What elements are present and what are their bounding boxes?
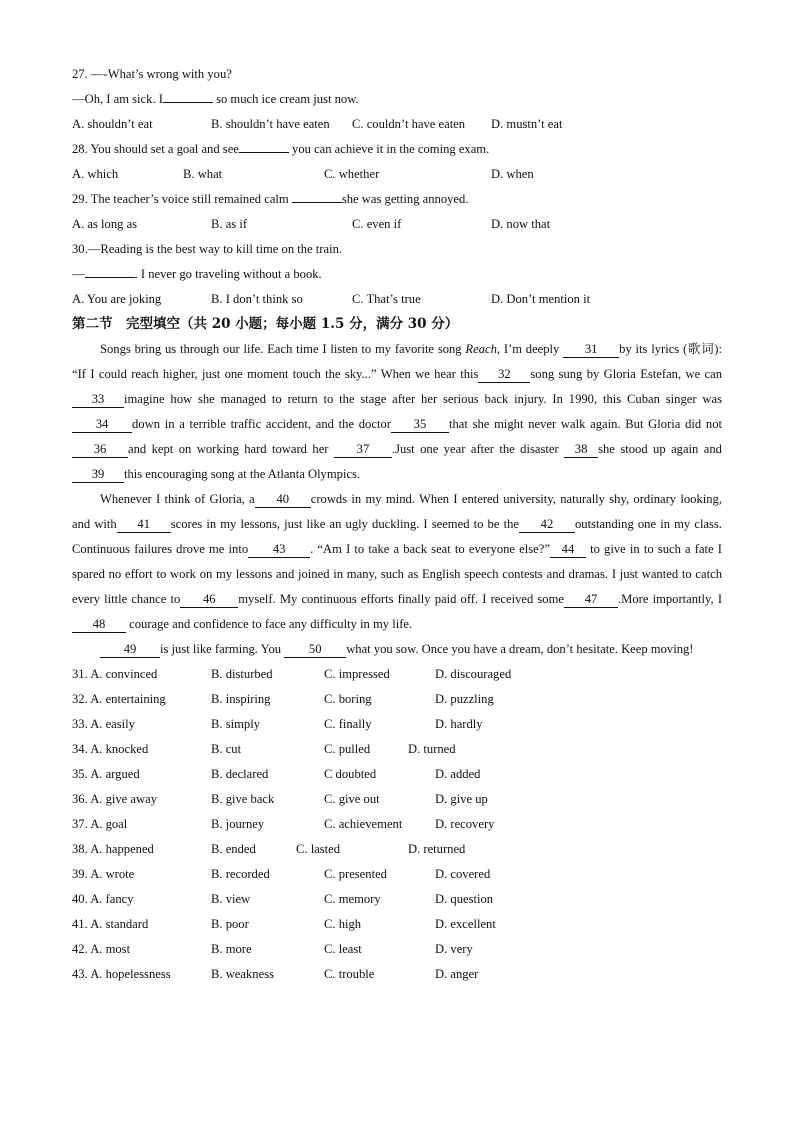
option-b: B. recorded — [211, 867, 270, 881]
option-c: C. high — [324, 917, 362, 931]
option-a: 37. A. goal — [72, 817, 128, 831]
blank-50: 50 — [284, 641, 346, 658]
option-a: A. shouldn’t eat — [72, 117, 153, 131]
blank-48: 48 — [72, 616, 126, 633]
option-a: 38. A. happened — [72, 842, 154, 856]
option-d: D. excellent — [435, 917, 496, 931]
option-d: D. discouraged — [435, 667, 512, 681]
blank-43: 43 — [248, 541, 310, 558]
option-d: D. covered — [435, 867, 491, 881]
answer-blank — [239, 152, 289, 153]
passage-paragraph-3: 49 is just like farming. You 50 what you sow. Once you have a dream, don’t hesitate. Keep moving! — [72, 637, 722, 662]
option-b: B. simply — [211, 717, 260, 731]
option-a: A. which — [72, 167, 119, 181]
blank-37: 37 — [334, 441, 392, 458]
option-c: C. achievement — [324, 817, 403, 831]
option-b: B. more — [211, 942, 252, 956]
choice-row — [72, 662, 722, 687]
option-b: B. cut — [211, 742, 242, 756]
option-d: D. when — [491, 167, 534, 181]
option-b: B. disturbed — [211, 667, 273, 681]
q30-prompt: 30.—Reading is the best way to kill time on the train. — [72, 242, 343, 256]
choice-row — [72, 937, 722, 962]
blank-49: 49 — [100, 641, 160, 658]
option-c: C. pulled — [324, 742, 371, 756]
exam-page — [72, 62, 722, 987]
choice-row — [72, 737, 722, 762]
blank-41: 41 — [117, 516, 171, 533]
blank-47: 47 — [564, 591, 618, 608]
option-b: B. journey — [211, 817, 265, 831]
option-b: B. poor — [211, 917, 249, 931]
q27-sentence: —Oh, I am sick. I so much ice cream just now. — [72, 92, 359, 106]
option-a: 36. A. give away — [72, 792, 157, 806]
blank-36: 36 — [72, 441, 128, 458]
blank-33: 33 — [72, 391, 124, 408]
blank-31: 31 — [563, 341, 619, 358]
option-d: D. anger — [435, 967, 479, 981]
option-a: 43. A. hopelessness — [72, 967, 171, 981]
blank-40: 40 — [255, 491, 311, 508]
option-d: D. now that — [491, 217, 551, 231]
option-c: C. memory — [324, 892, 381, 906]
answer-blank — [85, 277, 135, 278]
option-c: C. whether — [324, 167, 380, 181]
option-c: C. trouble — [324, 967, 375, 981]
option-a: A. You are joking — [72, 292, 162, 306]
option-b: B. give back — [211, 792, 275, 806]
q28-prompt: 28. You should set a goal and see you can achieve it in the coming exam. — [72, 142, 490, 156]
option-a: 41. A. standard — [72, 917, 149, 931]
option-b: B. I don’t think so — [211, 292, 303, 306]
blank-38: 38 — [564, 441, 598, 458]
choice-row — [72, 762, 722, 787]
choice-row — [72, 712, 722, 737]
option-a: 31. A. convinced — [72, 667, 158, 681]
option-d: D. turned — [408, 742, 456, 756]
option-c: C. boring — [324, 692, 372, 706]
option-a: 35. A. argued — [72, 767, 140, 781]
option-c: C. least — [324, 942, 362, 956]
option-b: B. view — [211, 892, 251, 906]
option-c: C doubted — [324, 767, 377, 781]
option-d: D. returned — [408, 842, 466, 856]
option-c: C. give out — [324, 792, 380, 806]
answer-blank — [292, 202, 342, 203]
option-a: 39. A. wrote — [72, 867, 135, 881]
choice-row — [72, 887, 722, 912]
q29-prompt: 29. The teacher’s voice still remained calm she was getting annoyed. — [72, 192, 469, 206]
option-a: 40. A. fancy — [72, 892, 134, 906]
q30-sentence: — . I never go traveling without a book. — [72, 267, 322, 281]
option-d: D. Don’t mention it — [491, 292, 591, 306]
q27-options — [72, 112, 722, 137]
blank-46: 46 — [180, 591, 238, 608]
option-c: C. impressed — [324, 667, 390, 681]
choice-row — [72, 962, 722, 987]
option-d: D. give up — [435, 792, 488, 806]
option-d: D. hardly — [435, 717, 483, 731]
blank-34: 34 — [72, 416, 132, 433]
option-b: B. inspiring — [211, 692, 271, 706]
passage-paragraph-2: Whenever I think of Gloria, a 40 crowds in my mind. When I entered university, naturally shy, ordinary looking, and with 41 scores in my lessons, just like an ugly duckling. I seemed to be the 42 outstanding one in my class. Continuous failures drove me into 43 . “Am I to take a back seat to everyone else?” 44 to give in to such a fate I spared no effort to work on my lessons and joined in many, such as English speech contests and dramas. I just wanted to catch every little chance to 46 myself. My continuous efforts finally paid off. I received some 47 .More importantly, I48 courage and confidence to face any difficulty in my life. — [72, 492, 723, 631]
blank-35: 35 — [391, 416, 449, 433]
choice-row — [72, 787, 722, 812]
choice-list — [72, 662, 722, 987]
q28-options — [72, 162, 722, 187]
passage-paragraph-1: Songs bring us through our life. Each time I listen to my favorite song Reach, I’m deeply 31 by its lyrics (歌词): “If I could reach higher, just one moment touch the sky...” When we hear this 32 song sung by Gloria Estefan, we can33 imagine how she managed to return to the stage after her serious back injury. In 1990, this Cuban singer was34 down in a terrible traffic accident, and the doctor 35 that she might never walk again. But Gloria did not36 and kept on working hard toward her 37 .Just one year after the disaster 38 she stood up again and39 this encouraging song at the Atlanta Olympics. — [72, 342, 722, 481]
choice-row — [72, 912, 722, 937]
option-a: 32. A. entertaining — [72, 692, 166, 706]
option-d: D. very — [435, 942, 473, 956]
option-b: B. shouldn’t have eaten — [211, 117, 330, 131]
option-c: C. That’s true — [352, 292, 421, 306]
option-c: C. even if — [352, 217, 402, 231]
option-d: D. recovery — [435, 817, 495, 831]
option-d: D. puzzling — [435, 692, 494, 706]
option-a: 42. A. most — [72, 942, 131, 956]
option-b: B. what — [183, 167, 223, 181]
q30-options — [72, 287, 722, 312]
option-c: C. presented — [324, 867, 387, 881]
option-d: D. question — [435, 892, 494, 906]
q29-options — [72, 212, 722, 237]
option-a: 33. A. easily — [72, 717, 135, 731]
option-c: C. lasted — [296, 842, 341, 856]
option-b: B. ended — [211, 842, 256, 856]
blank-42: 42 — [519, 516, 575, 533]
section-title: 第二节 完型填空（共 20 小题；每小题 1.5 分，满分 30 分） — [72, 316, 459, 332]
song-title: Reach — [465, 342, 497, 356]
option-b: B. declared — [211, 767, 269, 781]
option-d: D. mustn’t eat — [491, 117, 563, 131]
option-d: D. added — [435, 767, 481, 781]
answer-blank — [163, 102, 213, 103]
option-b: B. as if — [211, 217, 248, 231]
choice-row — [72, 837, 722, 862]
option-a: 34. A. knocked — [72, 742, 149, 756]
blank-44: 44 — [550, 541, 586, 558]
option-c: C. finally — [324, 717, 372, 731]
choice-row — [72, 812, 722, 837]
choice-row — [72, 862, 722, 887]
choice-row — [72, 687, 722, 712]
option-b: B. weakness — [211, 967, 274, 981]
q27-prompt: 27. —-What’s wrong with you? — [72, 67, 232, 81]
blank-32: 32 — [478, 366, 530, 383]
option-a: A. as long as — [72, 217, 138, 231]
option-c: C. couldn’t have eaten — [352, 117, 466, 131]
blank-39: 39 — [72, 466, 124, 483]
